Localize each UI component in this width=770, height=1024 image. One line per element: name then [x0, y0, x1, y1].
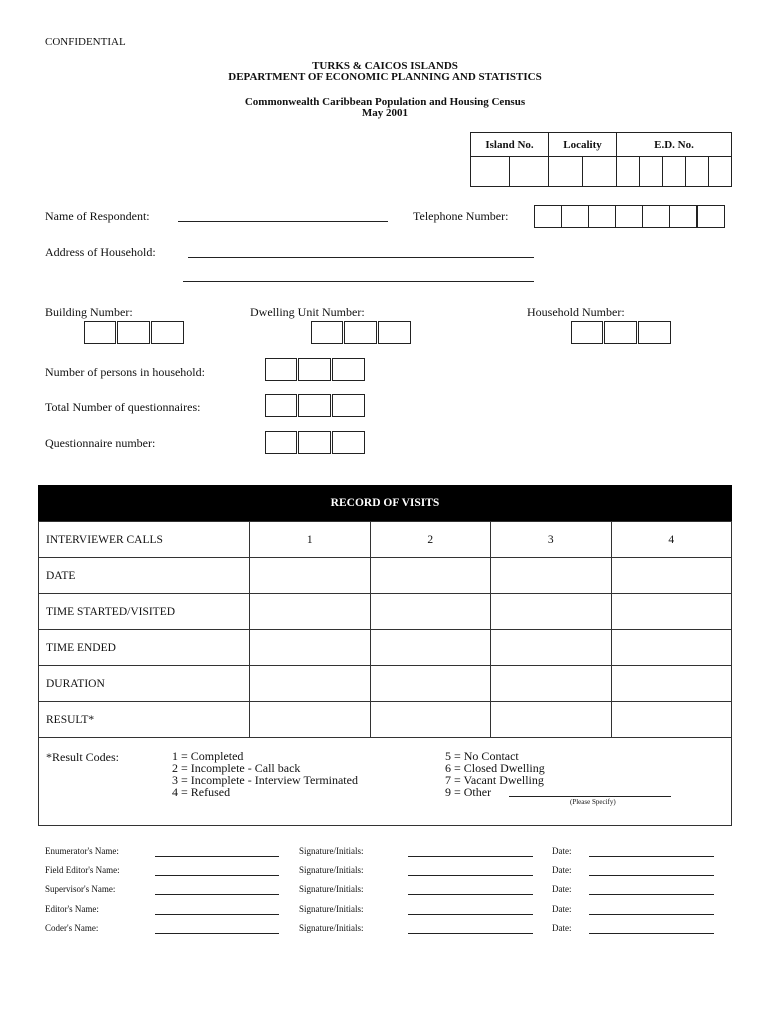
island-no-header: Island No. — [471, 133, 549, 157]
ed-no-cell[interactable] — [686, 157, 709, 187]
household-number-box[interactable] — [638, 321, 671, 344]
questionnaire-number-label: Questionnaire number: — [45, 436, 156, 450]
visit-cell[interactable] — [250, 594, 371, 630]
ed-no-cell[interactable] — [663, 157, 686, 187]
enumerator-name-label: Enumerator's Name: — [45, 846, 119, 856]
telephone-digit-box[interactable] — [534, 205, 562, 228]
visits-table — [38, 521, 732, 738]
table-row — [39, 666, 732, 702]
call-number: 2 — [370, 522, 491, 558]
result-code-item: 4 = Refused — [172, 785, 231, 799]
table-row — [39, 702, 732, 738]
date-input[interactable] — [589, 914, 714, 915]
name-input[interactable] — [155, 875, 279, 876]
total-questionnaires-box[interactable] — [332, 394, 365, 417]
locality-header: Locality — [549, 133, 617, 157]
signature-label: Signature/Initials: — [299, 846, 364, 856]
date-label: Date: — [552, 865, 572, 875]
household-number-box[interactable] — [604, 321, 637, 344]
visit-cell[interactable] — [370, 666, 491, 702]
visit-cell[interactable] — [611, 702, 732, 738]
visit-cell[interactable] — [491, 594, 612, 630]
country-title: TURKS & CAICOS ISLANDS — [312, 60, 458, 72]
field-editor-name-label: Field Editor's Name: — [45, 865, 120, 875]
total-questionnaires-label: Total Number of questionnaires: — [45, 400, 201, 414]
row-label-result: RESULT* — [39, 702, 250, 738]
signature-input[interactable] — [408, 914, 533, 915]
visit-cell[interactable] — [611, 558, 732, 594]
telephone-digit-box[interactable] — [588, 205, 616, 228]
result-code-item: 2 = Incomplete - Call back — [172, 761, 301, 775]
visit-cell[interactable] — [370, 558, 491, 594]
address-input-line1[interactable] — [188, 257, 534, 258]
telephone-label: Telephone Number: — [413, 209, 509, 223]
result-codes-right-list — [445, 750, 545, 798]
signature-input[interactable] — [408, 933, 533, 934]
table-row — [39, 558, 732, 594]
ed-no-cell[interactable] — [617, 157, 640, 187]
supervisor-name-label: Supervisor's Name: — [45, 884, 116, 894]
building-number-box[interactable] — [84, 321, 116, 344]
address-label: Address of Household: — [45, 245, 156, 259]
visit-cell[interactable] — [370, 594, 491, 630]
visit-cell[interactable] — [491, 702, 612, 738]
signature-label: Signature/Initials: — [299, 923, 364, 933]
building-number-box[interactable] — [151, 321, 184, 344]
record-of-visits-title: RECORD OF VISITS — [38, 485, 732, 521]
visit-cell[interactable] — [491, 666, 612, 702]
census-date: May 2001 — [361, 107, 409, 119]
household-number-label: Household Number: — [527, 305, 625, 319]
row-label-interviewer-calls: INTERVIEWER CALLS — [39, 522, 250, 558]
persons-box[interactable] — [332, 358, 365, 381]
ed-no-header: E.D. No. — [617, 133, 732, 157]
dwelling-unit-box[interactable] — [311, 321, 343, 344]
dwelling-unit-label: Dwelling Unit Number: — [250, 305, 365, 319]
confidential-label: CONFIDENTIAL — [45, 36, 126, 48]
signature-input[interactable] — [408, 894, 533, 895]
date-label: Date: — [552, 846, 572, 856]
call-number: 4 — [611, 522, 732, 558]
total-questionnaires-box[interactable] — [298, 394, 331, 417]
result-code-item: 6 = Closed Dwelling — [445, 761, 545, 775]
row-label-duration: DURATION — [39, 666, 250, 702]
result-codes-box — [38, 738, 732, 826]
row-label-time-started: TIME STARTED/VISITED — [39, 594, 250, 630]
result-codes-left-list — [172, 750, 358, 798]
persons-label: Number of persons in household: — [45, 365, 205, 379]
date-input[interactable] — [589, 894, 714, 895]
household-number-box[interactable] — [571, 321, 603, 344]
total-questionnaires-box[interactable] — [265, 394, 297, 417]
census-title: Commonwealth Caribbean Population and Housing Census — [244, 96, 526, 108]
visit-cell[interactable] — [250, 630, 371, 666]
date-label: Date: — [552, 904, 572, 914]
persons-box[interactable] — [298, 358, 331, 381]
signature-label: Signature/Initials: — [299, 884, 364, 894]
table-row — [39, 594, 732, 630]
questionnaire-number-box[interactable] — [332, 431, 365, 454]
dwelling-unit-box[interactable] — [378, 321, 411, 344]
editor-name-label: Editor's Name: — [45, 904, 99, 914]
result-code-item: 9 = Other — [445, 785, 492, 799]
visit-cell[interactable] — [491, 630, 612, 666]
table-row — [39, 522, 732, 558]
name-input[interactable] — [155, 914, 279, 915]
date-label: Date: — [552, 884, 572, 894]
area-codes-table — [470, 132, 732, 187]
telephone-digit-box[interactable] — [561, 205, 589, 228]
signature-input[interactable] — [408, 856, 533, 857]
table-row — [39, 630, 732, 666]
visit-cell[interactable] — [250, 666, 371, 702]
call-number: 1 — [250, 522, 371, 558]
result-codes-label: *Result Codes: — [46, 750, 120, 764]
dwelling-unit-box[interactable] — [344, 321, 377, 344]
visit-cell[interactable] — [611, 666, 732, 702]
date-input[interactable] — [589, 933, 714, 934]
row-label-time-ended: TIME ENDED — [39, 630, 250, 666]
visit-cell[interactable] — [370, 702, 491, 738]
department-title: DEPARTMENT OF ECONOMIC PLANNING AND STATISTICS — [228, 71, 542, 83]
please-specify-note: (Please Specify) — [570, 798, 616, 806]
telephone-digit-box[interactable] — [615, 205, 643, 228]
ed-no-cell[interactable] — [709, 157, 732, 187]
persons-box[interactable] — [265, 358, 297, 381]
telephone-digit-box[interactable] — [669, 205, 697, 228]
ed-no-cell[interactable] — [640, 157, 663, 187]
signature-input[interactable] — [408, 875, 533, 876]
telephone-digit-box[interactable] — [642, 205, 670, 228]
result-code-item: 3 = Incomplete - Interview Terminated — [172, 773, 358, 787]
coder-name-label: Coder's Name: — [45, 923, 99, 933]
island-no-cell[interactable] — [471, 157, 510, 187]
visit-cell[interactable] — [250, 558, 371, 594]
visit-cell[interactable] — [611, 630, 732, 666]
result-code-item: 7 = Vacant Dwelling — [445, 773, 544, 787]
visit-cell[interactable] — [491, 558, 612, 594]
date-label: Date: — [552, 923, 572, 933]
name-input[interactable] — [155, 894, 279, 895]
date-input[interactable] — [589, 856, 714, 857]
date-input[interactable] — [589, 875, 714, 876]
telephone-digit-box[interactable] — [697, 205, 725, 228]
questionnaire-number-box[interactable] — [265, 431, 297, 454]
locality-cell[interactable] — [549, 157, 583, 187]
building-number-label: Building Number: — [45, 305, 133, 319]
island-no-cell[interactable] — [510, 157, 549, 187]
result-code-item: 1 = Completed — [172, 749, 244, 763]
signature-label: Signature/Initials: — [299, 904, 364, 914]
respondent-input[interactable] — [178, 221, 388, 222]
questionnaire-number-box[interactable] — [298, 431, 331, 454]
address-input-line2[interactable] — [183, 281, 534, 282]
call-number: 3 — [491, 522, 612, 558]
visit-cell[interactable] — [250, 702, 371, 738]
locality-cell[interactable] — [583, 157, 617, 187]
visit-cell[interactable] — [611, 594, 732, 630]
signature-label: Signature/Initials: — [299, 865, 364, 875]
result-code-item: 5 = No Contact — [445, 749, 519, 763]
respondent-label: Name of Respondent: — [45, 209, 150, 223]
other-specify-input[interactable] — [509, 796, 671, 797]
visit-cell[interactable] — [370, 630, 491, 666]
building-number-box[interactable] — [117, 321, 150, 344]
row-label-date: DATE — [39, 558, 250, 594]
name-input[interactable] — [155, 933, 279, 934]
name-input[interactable] — [155, 856, 279, 857]
